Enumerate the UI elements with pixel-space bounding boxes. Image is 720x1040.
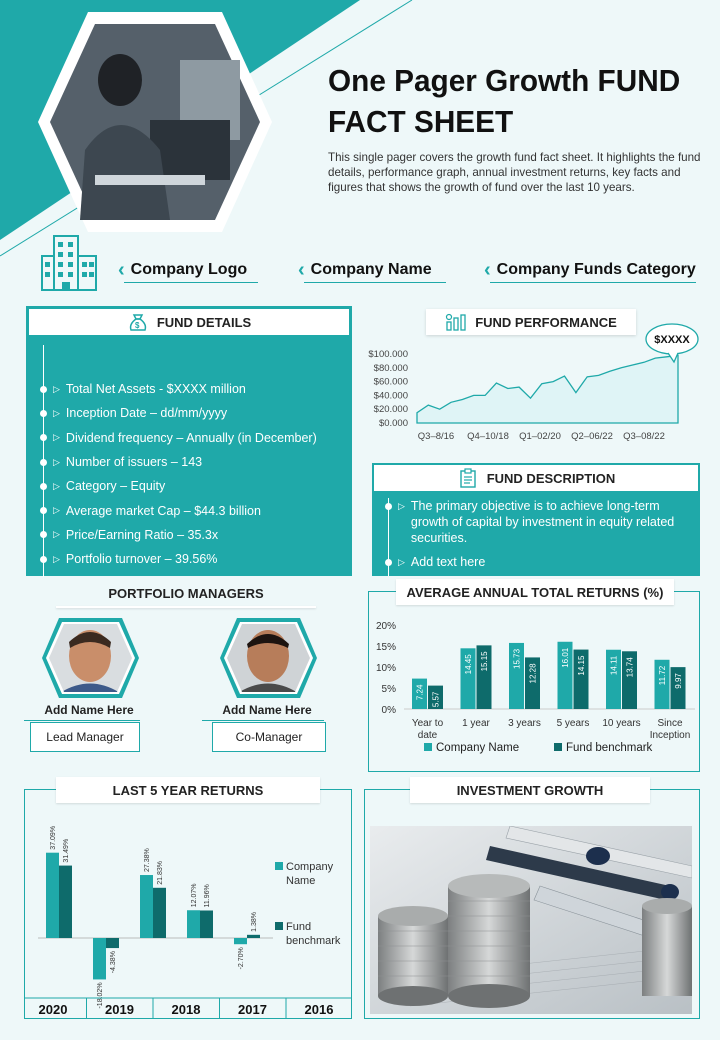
triangle-bullet-icon: ▷ [398, 501, 405, 511]
money-bag-icon [127, 312, 149, 332]
last5-returns-header [56, 777, 320, 803]
co-manager-avatar [202, 612, 342, 702]
average-returns-title: AVERAGE ANNUAL TOTAL RETURNS (%) [406, 584, 664, 600]
lead-manager-role: Lead Manager [30, 722, 140, 752]
fund-detail-item [40, 523, 350, 547]
company-funds-category-text: Company Funds Category [496, 261, 696, 278]
bullet-dot [40, 531, 47, 538]
bar-value-label: 12.28 [528, 663, 538, 684]
legend-label: Company [286, 861, 334, 873]
bullet-dot [40, 483, 47, 490]
y-tick-label: 10% [375, 663, 396, 674]
y-tick-label: $20.000 [373, 404, 408, 416]
triangle-bullet-icon: ▷ [53, 383, 60, 394]
y-tick-label: 0% [381, 705, 396, 716]
bar-value-label: 37.09% [50, 825, 57, 850]
bar-value-label: 15.73 [512, 648, 522, 669]
bullet-dot [40, 386, 47, 393]
last5-returns-title: LAST 5 YEAR RETURNS [112, 782, 264, 798]
legend-swatch [554, 743, 562, 751]
bar-value-label: 15.15 [480, 651, 489, 672]
triangle-bullet-icon: ▷ [53, 407, 60, 418]
bar [140, 875, 153, 938]
x-tick-label: Q1–02/20 [519, 431, 561, 442]
year-label: 2020 [38, 1002, 68, 1017]
chevron-left-icon: ‹ [298, 258, 305, 281]
company-logo-label [118, 256, 247, 284]
bar [46, 853, 59, 938]
fund-detail-text: Average market Cap – $44.3 billion [65, 503, 261, 518]
legend-swatch [275, 922, 283, 930]
fund-detail-text: Number of issuers – 143 [65, 455, 203, 470]
divider [24, 720, 140, 721]
bar-value-label: 11.96% [204, 884, 211, 908]
bullet-dot [40, 507, 47, 514]
bar-value-label: 14.45 [464, 654, 473, 675]
fund-description-text: The primary objective is to achieve long-term growth of capital by investment in equity related securities. [410, 499, 675, 545]
legend-label: Fund benchmark [566, 742, 653, 754]
bubble-value: $XXXX [654, 334, 690, 346]
investment-growth-title: INVESTMENT GROWTH [456, 782, 604, 798]
company-logo-text: Company Logo [130, 261, 248, 278]
triangle-bullet-icon: ▷ [398, 557, 405, 567]
bar-value-label: 1.38% [251, 911, 258, 932]
page-intro: This single pager covers the growth fund fact sheet. It highlights the fund details, performance graph, annual investment returns, key facts and figures that shows the growth of fund over the last 10 years. [328, 151, 701, 194]
bar [234, 938, 247, 944]
portfolio-managers-header [56, 580, 316, 606]
chevron-left-icon: ‹ [484, 258, 491, 281]
fund-detail-item [40, 450, 350, 474]
value-bubble [646, 324, 698, 362]
bar [93, 938, 106, 979]
divider [490, 282, 696, 283]
legend-label: Fund [286, 921, 312, 933]
fund-description-text: Add text here [410, 555, 486, 569]
fund-details-header [28, 308, 350, 336]
co-manager-role: Co-Manager [212, 722, 326, 752]
bullet-dot [40, 410, 47, 417]
triangle-bullet-icon: ▷ [53, 432, 60, 443]
fund-detail-item [40, 474, 350, 498]
y-tick-label: 20% [375, 621, 396, 632]
x-tick-label: 5 years [556, 718, 590, 729]
triangle-bullet-icon: ▷ [53, 529, 60, 540]
bar-value-label: 14.11 [609, 655, 619, 676]
coins-pens-photo [370, 826, 692, 1014]
svg-text:$: $ [134, 321, 140, 330]
bar-value-label: -18.02% [97, 982, 104, 1009]
year-label: 2019 [105, 1002, 134, 1017]
bar [247, 935, 260, 938]
year-label: 2018 [171, 1002, 201, 1017]
legend-label: Company Name [436, 742, 520, 754]
divider [202, 720, 324, 721]
bar-value-label: 16.01 [561, 647, 570, 668]
fund-detail-item [40, 426, 350, 450]
divider [124, 282, 258, 283]
average-returns-chart [368, 612, 700, 772]
x-tick-label: Year to [411, 718, 444, 729]
x-tick-label: date [417, 730, 438, 741]
legend-swatch [275, 862, 283, 870]
x-tick-label: Inception [649, 730, 691, 741]
y-tick-label: 15% [375, 642, 396, 653]
triangle-bullet-icon: ▷ [53, 456, 60, 467]
x-tick-label: Q3–08/22 [623, 431, 665, 442]
photo-person-head [98, 54, 142, 106]
fund-detail-item [40, 377, 350, 401]
fund-description-item [385, 554, 685, 570]
y-tick-label: $40.000 [373, 390, 408, 402]
bullet-dot [385, 503, 392, 510]
legend-swatch [424, 743, 432, 751]
bar-value-label: 12.07% [191, 883, 198, 908]
page-title: One Pager Growth FUND FACT SHEET [328, 63, 681, 139]
co-manager-name: Add Name Here [222, 703, 312, 717]
triangle-bullet-icon: ▷ [53, 505, 60, 516]
bar-value-label: -2.70% [238, 947, 245, 970]
bar [187, 910, 200, 938]
fund-detail-item [40, 547, 350, 571]
fund-details-title: FUND DETAILS [156, 314, 252, 330]
lead-manager-avatar [24, 612, 164, 702]
divider [56, 606, 316, 608]
bar-value-label: 14.15 [577, 655, 586, 676]
fund-details-list [40, 377, 350, 571]
bar [200, 910, 213, 938]
lead-manager-name: Add Name Here [44, 703, 134, 717]
company-funds-category-label [484, 256, 696, 284]
average-returns-header [396, 579, 674, 605]
x-tick-label: Since [657, 718, 683, 729]
y-tick-label: $100.000 [368, 349, 408, 360]
x-tick-label: 10 years [602, 718, 641, 729]
x-tick-label: 3 years [508, 718, 541, 729]
fund-detail-text: Portfolio turnover – 39.56% [65, 552, 218, 567]
year-label: 2017 [238, 1002, 267, 1017]
bar [59, 866, 72, 938]
bar-value-label: 5.57 [431, 691, 441, 708]
bar-value-label: 27.38% [144, 848, 151, 873]
x-tick-label: Q4–10/18 [467, 431, 509, 442]
fund-description-item [385, 498, 685, 546]
bar-value-label: -4.38% [110, 951, 117, 974]
fund-description-title: FUND DESCRIPTION [486, 470, 616, 486]
bar [153, 888, 166, 938]
x-tick-label: Q3–8/16 [417, 431, 455, 442]
year-label: 2016 [304, 1002, 334, 1017]
clipboard-icon [457, 468, 479, 488]
company-name-label [298, 256, 432, 284]
legend-label: benchmark [286, 935, 341, 947]
y-tick-label: $80.000 [373, 362, 408, 374]
bullet-dot [40, 459, 47, 466]
last5-returns-chart [24, 810, 352, 1019]
performance-area [417, 355, 678, 423]
y-tick-label: 5% [381, 684, 396, 695]
fund-performance-chart [360, 320, 705, 450]
triangle-bullet-icon: ▷ [53, 480, 60, 491]
bar-value-label: 11.72 [658, 665, 667, 686]
fund-detail-item [40, 401, 350, 425]
triangle-bullet-icon: ▷ [53, 553, 60, 564]
fund-detail-text: Inception Date – dd/mm/yyyy [65, 406, 228, 421]
fund-performance-title: FUND PERFORMANCE [475, 314, 617, 330]
building-icon [40, 234, 100, 294]
photo-desk [95, 175, 205, 185]
bar-value-label: 31.49% [63, 838, 70, 863]
bar-value-label: 9.97 [674, 673, 683, 689]
fund-detail-text: Total Net Assets - $XXXX million [65, 382, 246, 397]
bullet-dot [40, 556, 47, 563]
fund-detail-text: Dividend frequency – Annually (in December) [65, 430, 317, 445]
x-tick-label: Q2–06/22 [571, 431, 613, 442]
bar [106, 938, 119, 948]
x-tick-label: 1 year [462, 718, 490, 729]
y-tick-label: $0.000 [378, 418, 408, 429]
fund-description-header [374, 465, 698, 491]
bullet-dot [40, 434, 47, 441]
legend-label: Name [286, 875, 316, 887]
company-name-text: Company Name [310, 261, 432, 278]
investment-growth-header [410, 777, 650, 803]
fund-description-list [385, 498, 685, 570]
fund-detail-text: Price/Earning Ratio – 35.3x [65, 527, 219, 542]
y-tick-label: $60.000 [373, 376, 408, 388]
bar-value-label: 7.24 [415, 684, 425, 701]
bar-value-label: 21.83% [157, 861, 164, 885]
bar-value-label: 13.74 [625, 657, 635, 678]
portfolio-managers-title: PORTFOLIO MANAGERS [108, 585, 264, 601]
fund-detail-item [40, 498, 350, 522]
chevron-left-icon: ‹ [118, 258, 125, 281]
bullet-dot [385, 559, 392, 566]
divider [304, 282, 446, 283]
fund-detail-text: Category – Equity [65, 479, 166, 494]
